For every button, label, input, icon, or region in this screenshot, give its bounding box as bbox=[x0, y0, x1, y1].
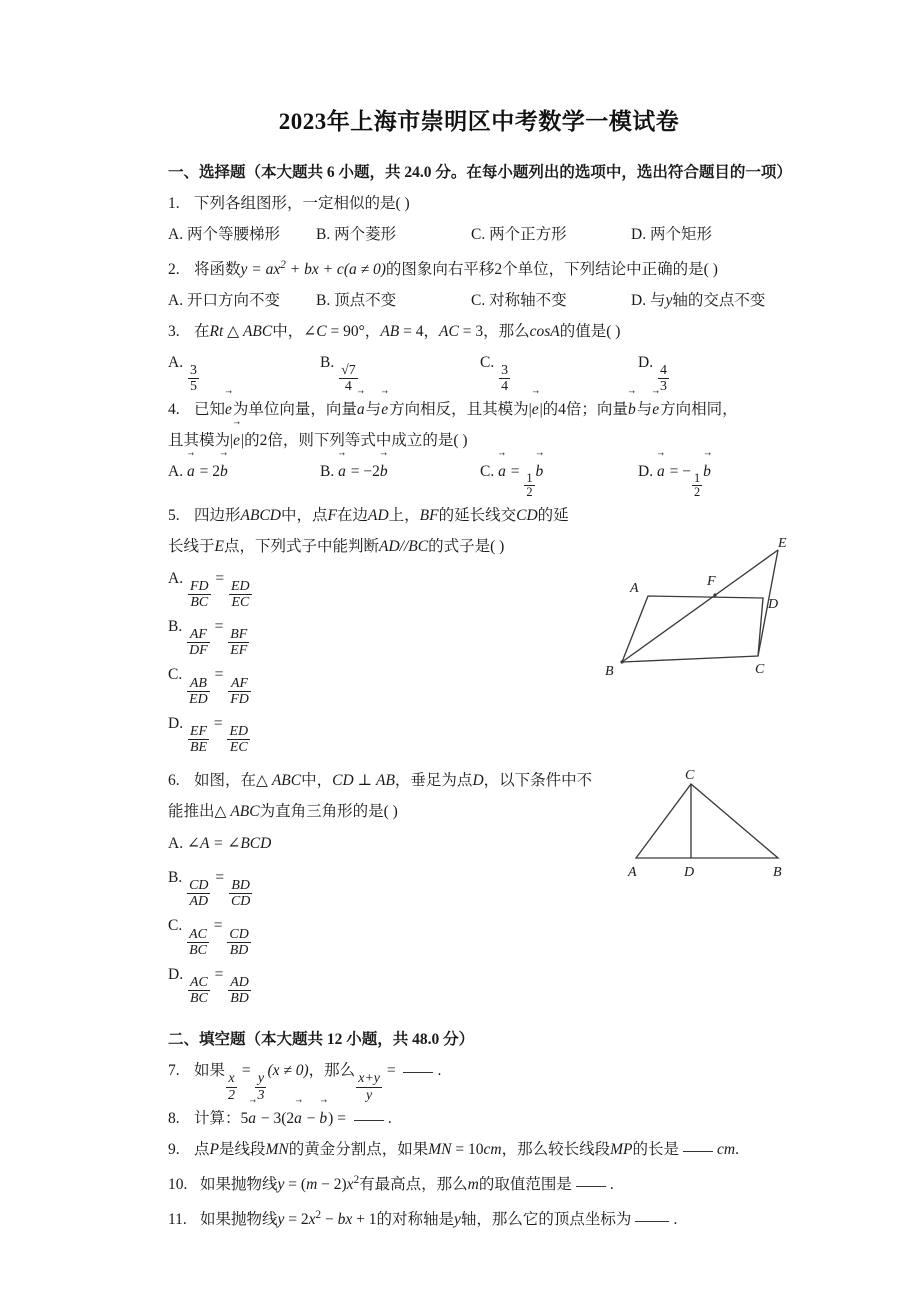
question-2 bbox=[168, 250, 790, 316]
parallelogram-abcd-shape bbox=[622, 596, 763, 662]
question-5-number: 5. bbox=[168, 506, 180, 524]
question-3-option-d[interactable]: D. $\frac{4}{3}$ bbox=[638, 353, 667, 395]
vertex-b-dot bbox=[620, 660, 623, 663]
vector-b-icon: b → bbox=[220, 456, 229, 487]
vector-e-icon: e → bbox=[233, 425, 241, 456]
figure-label-b: B bbox=[605, 664, 614, 678]
figure-question-6 bbox=[618, 765, 798, 880]
question-5-option-c[interactable]: C. $\frac{AB}{ED}$ = $\frac{AF}{FD}$ bbox=[168, 666, 249, 707]
question-3-options bbox=[168, 347, 790, 394]
answer-blank-11[interactable] bbox=[635, 1221, 669, 1222]
vector-a-icon: a → bbox=[294, 1103, 303, 1134]
vertex-f-dot bbox=[713, 593, 716, 596]
vector-a-icon: a → bbox=[357, 394, 366, 425]
parallelogram-figure-svg bbox=[600, 528, 810, 678]
figure-label-e: E bbox=[778, 536, 787, 551]
question-2-options bbox=[168, 285, 790, 316]
question-3-option-a[interactable]: A. $\frac{3}{5}$ bbox=[168, 353, 197, 395]
question-4-stem-line2: 且其模为|e →|的2倍，则下列等式中成立的是( ) bbox=[168, 425, 790, 456]
question-1-text: 下列各组图形，一定相似的是( ) bbox=[194, 194, 410, 212]
question-9-stem: 9. 点P是线段MN的黄金分割点，如果MN = 10cm，那么较长线段MP的长是 cm. bbox=[168, 1134, 790, 1165]
vector-e-icon: e → bbox=[381, 394, 389, 425]
question-8-stem: 8. 计算：5a → − 3(2a → − b →) = . bbox=[168, 1103, 790, 1134]
question-6-option-d[interactable]: D. $\frac{AC}{BC}$ = $\frac{AD}{BD}$ bbox=[168, 965, 249, 1007]
question-5-stem-line1: 5. 四边形ABCD中，点F在边AD上，BF的延长线交CD的延 bbox=[168, 500, 598, 531]
question-4-number: 4. bbox=[168, 401, 180, 419]
question-8 bbox=[168, 1103, 790, 1134]
question-6-option-c[interactable]: C. $\frac{AC}{BC}$ = $\frac{CD}{BD}$ bbox=[168, 917, 249, 958]
question-5-option-a[interactable]: A. $\frac{FD}{BC}$ = $\frac{ED}{EC}$ bbox=[168, 569, 250, 610]
vector-a-icon: a → bbox=[657, 456, 666, 487]
figure-label-f: F bbox=[707, 574, 716, 589]
question-2-option-b[interactable]: B. 顶点不变 bbox=[316, 291, 397, 309]
question-3-stem: 3. 在Rt △ ABC中，∠C = 90°，AB = 4，AC = 3，那么cosA的值是( ) bbox=[168, 316, 790, 347]
question-3-option-c[interactable]: C. $\frac{3}{4}$ bbox=[480, 353, 509, 395]
vector-b-icon: b → bbox=[628, 394, 637, 425]
answer-blank-10[interactable] bbox=[576, 1186, 606, 1187]
figure-label-c: C bbox=[755, 662, 765, 677]
figure-question-5 bbox=[600, 528, 810, 678]
answer-blank-8[interactable] bbox=[354, 1120, 384, 1121]
question-8-number: 8. bbox=[168, 1109, 180, 1127]
vector-a-icon: a → bbox=[187, 456, 196, 487]
question-6-stem-line2: 能推出△ ABC为直角三角形的是( ) bbox=[168, 803, 398, 821]
figure-label-d: D bbox=[684, 865, 695, 880]
triangle-abc-shape bbox=[636, 784, 778, 858]
question-7-stem: 7. 如果 $\frac{x}{2}$ = $\frac{y}{3}$ (x ≠ 0)，那么 $\frac{x+y}{y}$ = . bbox=[168, 1055, 790, 1102]
figure-label-a: A bbox=[628, 865, 637, 880]
question-3-option-b[interactable]: B. $\frac{√7}{4}$ bbox=[320, 353, 356, 395]
question-4-stem-line1: 4. 已知e →为单位向量，向量a →与e →方向相反，且其模为|e →|的4倍；向量b →与e →方向相同， bbox=[168, 394, 790, 425]
page-title: 2023年上海市崇明区中考数学一模试卷 bbox=[278, 109, 680, 134]
question-11-number: 11. bbox=[168, 1210, 187, 1228]
figure-label-a: A bbox=[630, 581, 639, 596]
question-2-text-post: 的图象向右平移2个单位，下列结论中正确的是( ) bbox=[385, 260, 718, 278]
vector-b-icon: b → bbox=[703, 456, 712, 487]
question-1-option-c[interactable]: C. 两个正方形 bbox=[471, 225, 567, 243]
question-9-number: 9. bbox=[168, 1140, 180, 1158]
question-6-stem-line1: 6. 如图，在△ ABC中，CD ⊥ AB，垂足为点D，以下条件中不 bbox=[168, 765, 598, 796]
question-7 bbox=[168, 1055, 790, 1102]
question-5-stem-line2: 长线于E点，下列式子中能判断AD//BC的式子是( ) bbox=[168, 537, 505, 555]
question-10-formula: $y = (m - 2)x^2$ bbox=[277, 1173, 360, 1193]
question-2-text-pre: 将函数 bbox=[194, 260, 241, 278]
question-1-options bbox=[168, 219, 790, 250]
answer-blank-9[interactable] bbox=[683, 1151, 713, 1152]
question-2-option-c[interactable]: C. 对称轴不变 bbox=[471, 291, 567, 309]
vector-e-icon: e → bbox=[532, 394, 540, 425]
question-1-option-a[interactable]: A. 两个等腰梯形 bbox=[168, 225, 280, 243]
question-6-option-b[interactable]: B. $\frac{CD}{AD}$ = $\frac{BD}{CD}$ bbox=[168, 869, 251, 910]
question-10-stem: 10. 如果抛物线$y = (m - 2)x^2$有最高点，那么m的取值范围是 . bbox=[168, 1165, 790, 1200]
figure-label-b: B bbox=[773, 865, 782, 880]
question-1-option-b[interactable]: B. 两个菱形 bbox=[316, 225, 397, 243]
question-11-formula: $y = 2x^2$ − bx + 1 bbox=[277, 1208, 377, 1228]
question-4-option-c[interactable]: C. a → = $\frac{1}{2}$ b → bbox=[480, 456, 638, 499]
question-1 bbox=[168, 188, 790, 250]
question-1-stem bbox=[168, 188, 790, 219]
question-3-number: 3. bbox=[168, 322, 180, 340]
vector-b-icon: b → bbox=[380, 456, 389, 487]
question-7-number: 7. bbox=[168, 1062, 180, 1080]
question-2-number: 2. bbox=[168, 260, 180, 278]
question-4-options bbox=[168, 456, 790, 499]
question-6-option-a[interactable]: A. ∠A = ∠BCD bbox=[168, 835, 272, 853]
figure-label-d: D bbox=[768, 597, 779, 612]
question-2-formula: $y = ax^2$ + bx + c(a ≠ 0) bbox=[240, 258, 386, 278]
question-2-option-a[interactable]: A. 开口方向不变 bbox=[168, 291, 280, 309]
vector-b-icon: b → bbox=[319, 1103, 328, 1134]
vector-a-icon: a → bbox=[498, 456, 507, 487]
question-1-number: 1. bbox=[168, 194, 180, 212]
section-heading-choice: 一、选择题（本大题共 6 小题，共 24.0 分。在每小题列出的选项中，选出符合题目的一项） bbox=[168, 163, 792, 181]
answer-blank-7[interactable] bbox=[403, 1072, 433, 1073]
question-6-number: 6. bbox=[168, 772, 180, 790]
question-4-option-d[interactable]: D. a → = − $\frac{1}{2}$ b → bbox=[638, 456, 712, 499]
question-11 bbox=[168, 1200, 790, 1235]
question-4-option-a[interactable]: A. a → = 2b → bbox=[168, 456, 320, 499]
question-10-number: 10. bbox=[168, 1175, 188, 1193]
figure-label-c: C bbox=[685, 768, 695, 783]
question-2-option-d[interactable]: D. 与y轴的交点不变 bbox=[631, 291, 766, 309]
vector-e-icon: e → bbox=[225, 394, 233, 425]
vector-e-icon: e → bbox=[652, 394, 660, 425]
question-4 bbox=[168, 394, 790, 499]
triangle-figure-svg bbox=[618, 765, 798, 880]
vector-b-icon: b → bbox=[536, 456, 545, 487]
vector-a-icon: a → bbox=[248, 1103, 257, 1134]
question-11-stem: 11. 如果抛物线$y = 2x^2$ − bx + 1的对称轴是y轴，那么它的顶点坐标为 . bbox=[168, 1200, 790, 1235]
question-1-option-d[interactable]: D. 两个矩形 bbox=[631, 225, 712, 243]
question-2-stem bbox=[168, 250, 790, 285]
question-5-option-b[interactable]: B. $\frac{AF}{DF}$ = $\frac{BF}{EF}$ bbox=[168, 617, 248, 659]
segment-be bbox=[622, 550, 778, 662]
vector-a-icon: a → bbox=[338, 456, 347, 487]
section-heading-fill-blank: 二、填空题（本大题共 12 小题，共 48.0 分） bbox=[168, 1031, 475, 1049]
question-9 bbox=[168, 1134, 790, 1165]
question-3 bbox=[168, 316, 790, 394]
question-10 bbox=[168, 1165, 790, 1200]
question-5-option-d[interactable]: D. $\frac{EF}{BE}$ = $\frac{ED}{EC}$ bbox=[168, 714, 249, 756]
question-4-option-b[interactable]: B. a → = −2b → bbox=[320, 456, 480, 499]
